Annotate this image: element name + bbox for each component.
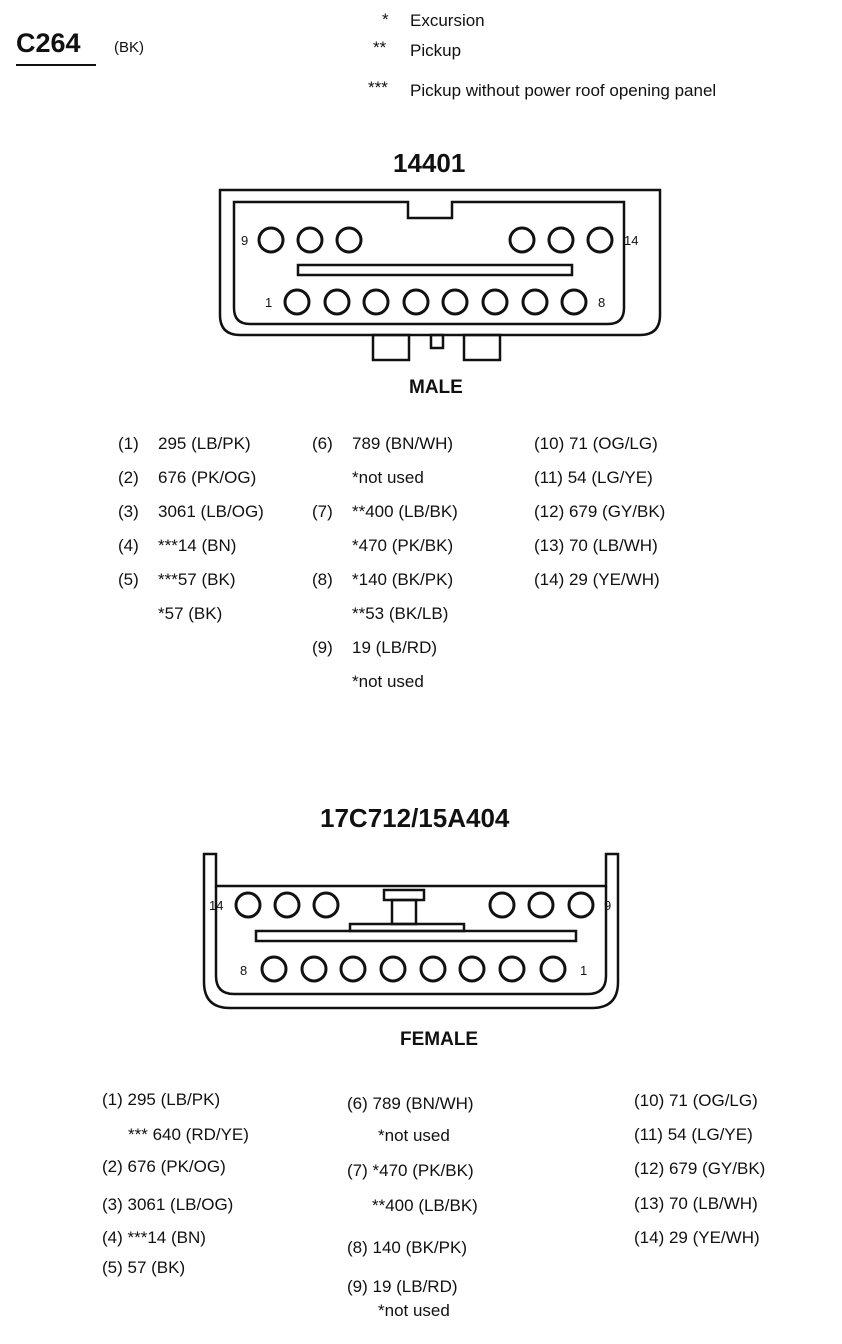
male-pin-num-7: (7) [312, 502, 333, 521]
female-pin-14: (14) 29 (YE/WH) [634, 1228, 760, 1247]
legend-text-3: Pickup without power roof opening panel [410, 81, 717, 100]
male-pin-wire-4: ***14 (BN) [158, 536, 237, 555]
male-pin-label-bottom-left: 1 [265, 295, 273, 310]
male-pin-num-4: (4) [118, 536, 139, 555]
male-pin-12: (12) 679 (GY/BK) [534, 502, 666, 521]
connector-color: (BK) [114, 39, 144, 56]
legend-mark-3: *** [368, 78, 388, 97]
male-pin-num-8: (8) [312, 570, 333, 589]
female-pin-9-alt: *not used [378, 1301, 450, 1320]
male-pin-wire-8-alt: **53 (BK/LB) [352, 604, 449, 623]
male-pin-num-3: (3) [118, 502, 139, 521]
male-pin-wire-1: 295 (LB/PK) [158, 434, 251, 453]
female-pin-9: (9) 19 (LB/RD) [347, 1277, 458, 1296]
male-pin-11: (11) 54 (LG/YE) [534, 468, 653, 487]
male-pin-wire-9: 19 (LB/RD) [352, 638, 438, 657]
legend-text-1: Excursion [410, 11, 485, 30]
female-pin-label-bottom-left: 8 [240, 963, 248, 978]
legend-mark-1: * [382, 10, 389, 29]
female-connector-diagram [198, 848, 638, 1018]
female-pin-label-top-right: 9 [604, 898, 612, 913]
female-pin-13: (13) 70 (LB/WH) [634, 1194, 758, 1213]
female-pin-4: (4) ***14 (BN) [102, 1228, 206, 1247]
male-pin-wire-5-alt: *57 (BK) [158, 604, 223, 623]
male-pin-13: (13) 70 (LB/WH) [534, 536, 658, 555]
male-pin-label-top-right: 14 [624, 233, 639, 248]
male-pin-num-1: (1) [118, 434, 139, 453]
male-pin-wire-7-alt: *470 (PK/BK) [352, 536, 454, 555]
female-pin-label-top-left: 14 [209, 898, 224, 913]
male-connector-diagram [210, 185, 670, 365]
male-pin-wire-9-alt: *not used [352, 672, 424, 691]
female-label: FEMALE [400, 1029, 479, 1050]
female-pin-3: (3) 3061 (LB/OG) [102, 1195, 234, 1214]
female-pin-7: (7) *470 (PK/BK) [347, 1161, 474, 1180]
female-pin-6-alt: *not used [378, 1126, 450, 1145]
legend-text-2: Pickup [410, 41, 462, 60]
male-pin-wire-6: 789 (BN/WH) [352, 434, 454, 453]
male-pin-wire-7: **400 (LB/BK) [352, 502, 458, 521]
female-pin-2: (2) 676 (PK/OG) [102, 1157, 226, 1176]
female-pin-12: (12) 679 (GY/BK) [634, 1159, 766, 1178]
female-pin-8: (8) 140 (BK/PK) [347, 1238, 467, 1257]
female-pin-1: (1) 295 (LB/PK) [102, 1090, 221, 1109]
female-pin-label-bottom-right: 1 [580, 963, 588, 978]
connector-id: C264 [16, 28, 81, 58]
male-part-number: 14401 [393, 148, 466, 178]
female-part-number: 17C712/15A404 [320, 803, 510, 833]
male-pin-label-top-left: 9 [241, 233, 249, 248]
female-pin-5: (5) 57 (BK) [102, 1258, 186, 1277]
male-pin-wire-2: 676 (PK/OG) [158, 468, 257, 487]
female-pin-6: (6) 789 (BN/WH) [347, 1094, 474, 1113]
male-pin-wire-5: ***57 (BK) [158, 570, 236, 589]
male-label: MALE [409, 377, 463, 398]
female-pin-7-alt: **400 (LB/BK) [372, 1196, 478, 1215]
male-pin-10: (10) 71 (OG/LG) [534, 434, 658, 453]
legend-mark-2: ** [373, 38, 387, 57]
female-pin-11: (11) 54 (LG/YE) [634, 1125, 753, 1144]
connector-id-underline [16, 64, 96, 66]
male-pin-wire-6-alt: *not used [352, 468, 424, 487]
male-pin-num-5: (5) [118, 570, 139, 589]
male-pin-14: (14) 29 (YE/WH) [534, 570, 660, 589]
male-pin-num-9: (9) [312, 638, 333, 657]
female-pin-1-alt: *** 640 (RD/YE) [128, 1125, 249, 1144]
male-pin-num-2: (2) [118, 468, 139, 487]
male-pin-wire-8: *140 (BK/PK) [352, 570, 454, 589]
female-pin-10: (10) 71 (OG/LG) [634, 1091, 758, 1110]
male-pin-num-6: (6) [312, 434, 333, 453]
male-pin-label-bottom-right: 8 [598, 295, 606, 310]
male-pin-wire-3: 3061 (LB/OG) [158, 502, 264, 521]
